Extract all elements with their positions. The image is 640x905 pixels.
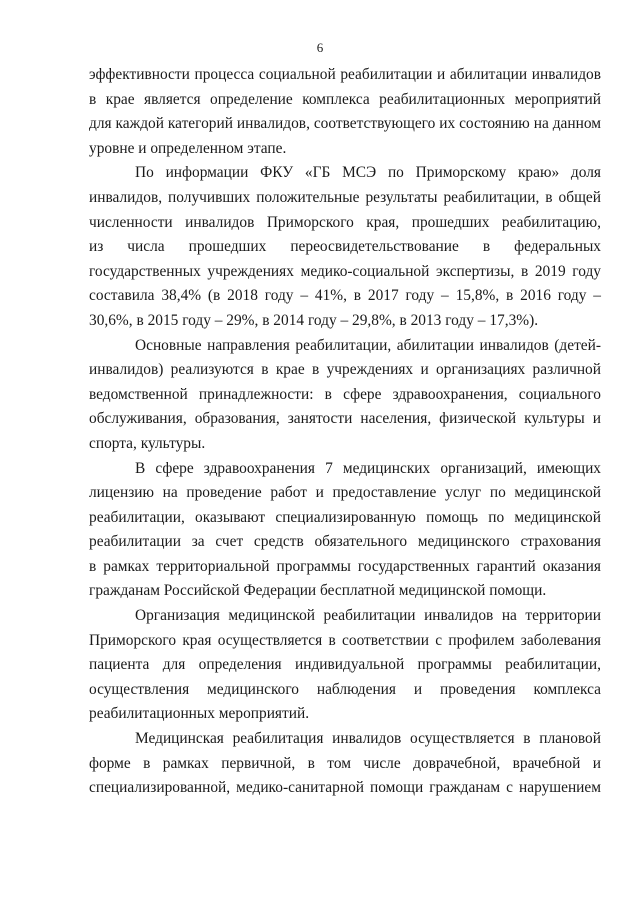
paragraph-3 [89, 334, 601, 457]
text-line: Организация медицинской реабилитации инвалидов на территории [135, 607, 601, 625]
text-line: для каждой категорий инвалидов, соответствующего их состоянию на данном [89, 115, 601, 133]
text-line: реабилитационных мероприятий. [89, 705, 310, 723]
page-number: 6 [316, 40, 324, 55]
text-line: инвалидов) реализуются в крае в учреждениях и организациях различной [89, 361, 601, 379]
text-line: лицензию на проведение работ и предоставление услуг по медицинской [89, 484, 601, 502]
text-line: в рамках территориальной программы государственных гарантий оказания [89, 557, 601, 575]
text-line: реабилитации, оказывают специализированную помощь по медицинской [89, 508, 601, 526]
document-body [89, 63, 601, 801]
text-line: реабилитации за счет средств обязательного медицинского страхования [89, 533, 601, 551]
text-line: уровне и определенном этапе. [89, 139, 287, 157]
text-line: составила 38,4% (в 2018 году – 41%, в 2017 году – 15,8%, в 2016 году – [89, 287, 601, 305]
text-line: По информации ФКУ «ГБ МСЭ по Приморскому краю» доля [135, 164, 601, 182]
text-line: численности инвалидов Приморского края, прошедших реабилитацию, [89, 213, 601, 231]
text-line: инвалидов, получивших положительные результаты реабилитации, в общей [89, 188, 601, 206]
text-line: пациента для определения индивидуальной программы реабилитации, [89, 656, 601, 674]
text-line: в крае является определение комплекса реабилитационных мероприятий [89, 90, 601, 108]
text-line: государственных учреждениях медико-социальной экспертизы, в 2019 году [89, 262, 601, 280]
paragraph-6 [89, 727, 601, 801]
paragraph-1 [89, 63, 601, 161]
text-line: гражданам Российской Федерации бесплатной медицинской помощи. [89, 582, 547, 600]
text-line: из числа прошедших переосвидетельствование в федеральных [89, 238, 601, 256]
text-line: В сфере здравоохранения 7 медицинских организаций, имеющих [135, 459, 601, 477]
text-line: Медицинская реабилитация инвалидов осуществляется в плановой [135, 730, 601, 748]
text-line: специализированной, медико-санитарной помощи гражданам с нарушением [89, 779, 601, 797]
text-line: спорта, культуры. [89, 434, 206, 452]
text-line: форме в рамках первичной, в том числе доврачебной, врачебной и [89, 754, 601, 772]
text-line: Основные направления реабилитации, абилитации инвалидов (детей- [135, 336, 601, 354]
text-line: обслуживания, образования, занятости населения, физической культуры и [89, 410, 601, 428]
paragraph-2 [89, 161, 601, 333]
text-line: 30,6%, в 2015 году – 29%, в 2014 году – 29,8%, в 2013 году – 17,3%). [89, 311, 539, 329]
paragraph-4 [89, 457, 601, 605]
text-line: Приморского края осуществляется в соответствии с профилем заболевания [89, 631, 601, 649]
text-line: эффективности процесса социальной реабилитации и абилитации инвалидов [89, 66, 601, 83]
text-line: осуществления медицинского наблюдения и проведения комплекса [89, 680, 601, 698]
text-line: ведомственной принадлежности: в сфере здравоохранения, социального [89, 385, 601, 403]
paragraph-5 [89, 604, 601, 727]
